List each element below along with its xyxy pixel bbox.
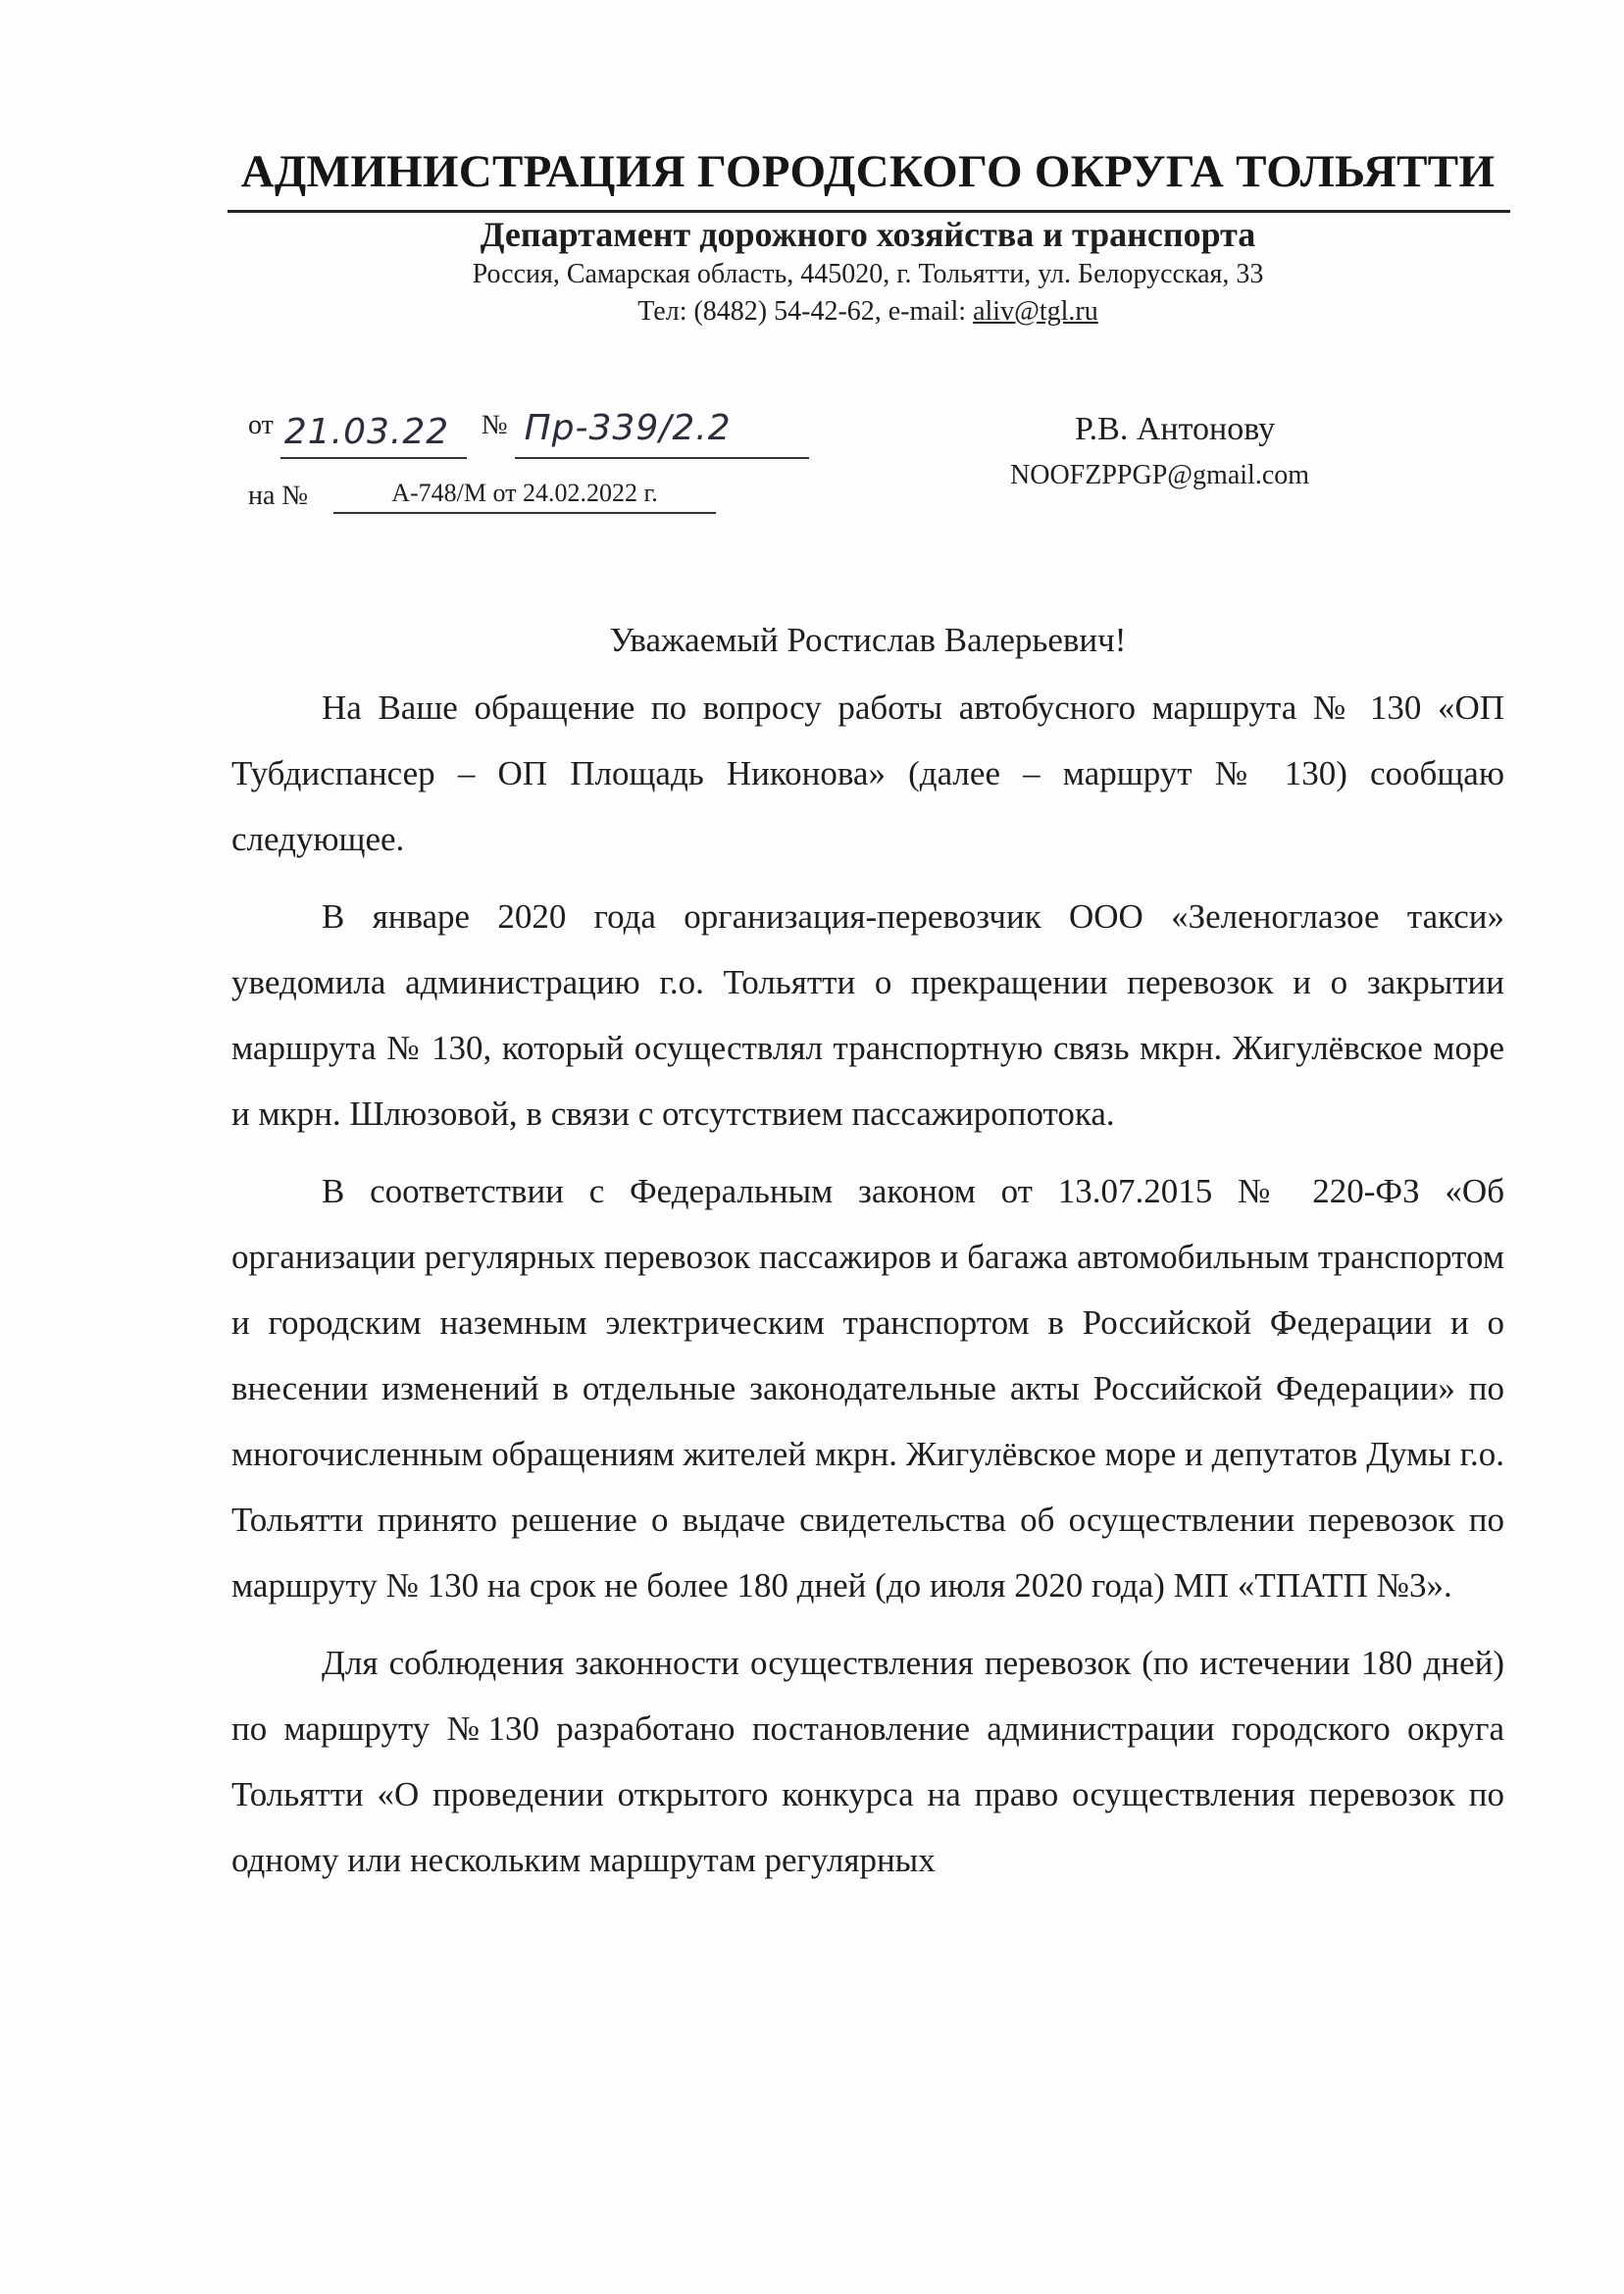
reference-value: А-748/М от 24.02.2022 г. [333, 479, 716, 514]
addressee-name: Р.В. Антонову [1075, 411, 1276, 447]
header-rule [228, 210, 1510, 213]
pen-mark [1277, 1327, 1291, 1337]
from-label: от [248, 410, 274, 440]
organization-title: АДМИНИСТРАЦИЯ ГОРОДСКОГО ОКРУГА ТОЛЬЯТТИ [240, 146, 1496, 197]
department-contacts [226, 296, 1510, 328]
department-address: Россия, Самарская область, 445020, г. Тольятти, ул. Белорусская, 33 [472, 259, 1264, 289]
addressee-email: NOOFZPPGP@gmail.com [1010, 460, 1310, 490]
letter-body [231, 675, 1504, 1893]
reference-label: на № [248, 481, 309, 511]
department-name: Департамент дорожного хозяйства и транспорта [480, 215, 1256, 254]
number-label: № [481, 410, 508, 440]
handwritten-date: 21.03.22 [283, 412, 450, 452]
paragraph-4: Для соблюдения законности осуществления перевозок (по истечении 180 дней) по маршруту №130 разработано постановление администрации городского округа Тольятти «О проведении открытого конкурса на право осуществления перевозок по одному или нескольким маршрутам регулярных [231, 1644, 1504, 1879]
paragraph-1: На Ваше обращение по вопросу работы автобусного маршрута № 130 «ОП Тубдиспансер – ОП Площадь Никонова» (далее – маршрут № 130) сообщаю следующее. [231, 688, 1504, 858]
paragraph-3: В соответствии с Федеральным законом от 13.07.2015 № 220-ФЗ «Об организации регулярных перевозок пассажиров и багажа автомобильным транспортом и городским наземным электрическим транспортом в Российской Федерации и о внесении изменений в отдельные законодательные акты Российской Федерации» по многочисленным обращениям жителей мкрн. Жигулёвское море и депутатов Думы г.о. Тольятти принято решение о выдаче свидетельства об осуществлении перевозок по маршруту № 130 на срок не более 180 дней (до июля 2020 года) МП «ТПАТП №3». [231, 1172, 1504, 1605]
department-email-link[interactable]: aliv@tgl.ru [973, 296, 1098, 327]
salutation: Уважаемый Ростислав Валерьевич! [609, 621, 1127, 659]
paragraph-2: В январе 2020 года организация-перевозчик ООО «Зеленоглазое такси» уведомила администрацию г.о. Тольятти о прекращении перевозок и о закрытии маршрута № 130, который осуществлял транспортную связь мкрн. Жигулёвское море и мкрн. Шлюзовой, в связи с отсутствием пассажиропотока. [231, 897, 1504, 1133]
phone-label: Тел: (8482) 54-42-62, e-mail: [637, 296, 974, 327]
handwritten-number: Пр-339/2.2 [524, 408, 732, 448]
outgoing-registration [248, 408, 809, 452]
